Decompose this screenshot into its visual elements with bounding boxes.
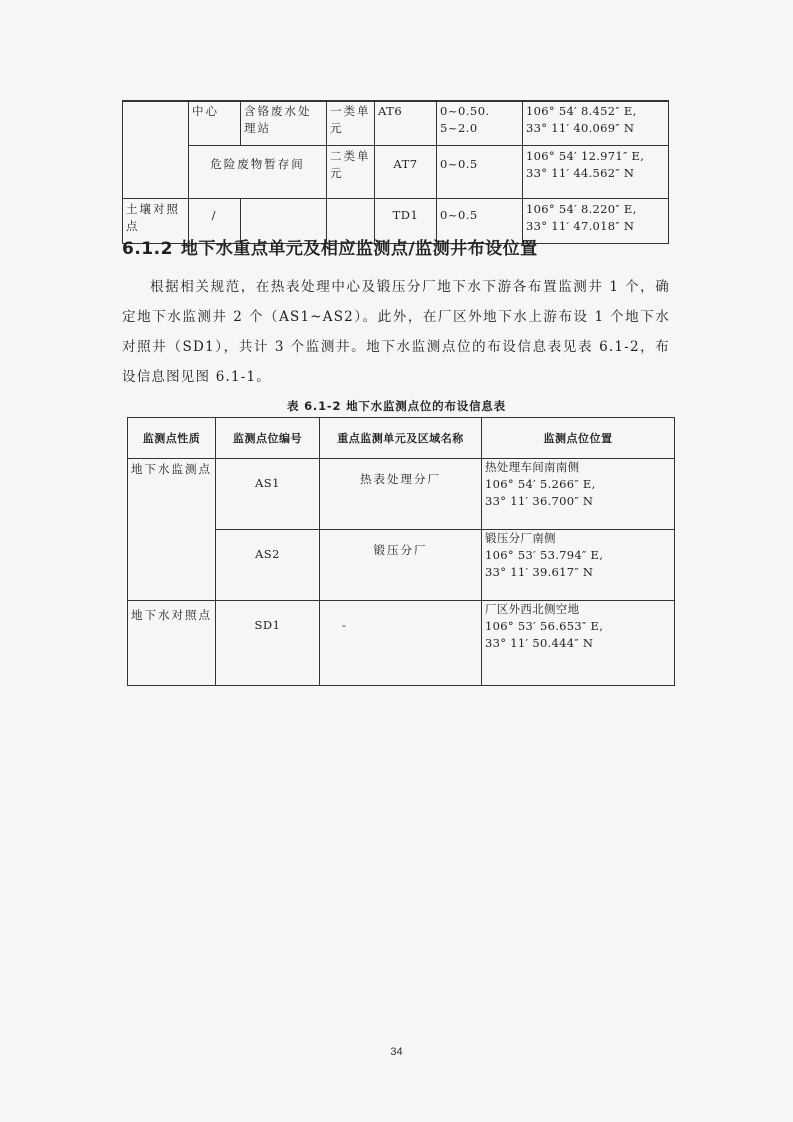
table-cell: 含铬废水处理站 [241,101,327,146]
body-paragraph: 根据相关规范，在热表处理中心及锻压分厂地下水下游各布置监测井 1 个，确定地下水监测井 2 个（AS1~AS2）。此外，在厂区外地下水上游布设 1 个地下水对照井（SD1），共计 3 个监测井。地下水监测点位的布设信息表见表 6.1-2，布设信息图见图 6.1-1。 [122,279,670,385]
table-cell: 厂区外西北侧空地 106° 53′ 56.653″ E, 33° 11′ 50.444″ N [482,601,675,686]
table-cell: 热表处理分厂 [320,459,482,530]
table-row [123,146,669,199]
table-cell: - [320,601,482,686]
table-header-row [128,418,675,459]
table-cell: 锻压分厂南侧 106° 53′ 53.794″ E, 33° 11′ 39.617″ N [482,530,675,601]
table-cell: SD1 [216,601,320,686]
table-cell [123,101,189,199]
column-header: 监测点位位置 [482,418,675,459]
table-cell: 二类单元 [327,146,375,199]
table-cell: 0~0.50. 5~2.0 [437,101,523,146]
section-title: 地下水重点单元及相应监测点/监测井布设位置 [180,239,538,259]
column-header: 监测点位编号 [216,418,320,459]
table-cell: 地下水监测点 [128,459,216,601]
table-cell: 热处理车间南南侧 106° 54′ 5.266″ E, 33° 11′ 36.700″ N [482,459,675,530]
table-cell: 锻压分厂 [320,530,482,601]
table-cell: TD1 [375,199,437,244]
section-number: 6.1.2 [122,239,173,259]
table-cell: AT6 [375,101,437,146]
column-header: 重点监测单元及区域名称 [320,418,482,459]
column-header: 监测点性质 [128,418,216,459]
table-cell: 中心 [189,101,241,146]
table-row [128,459,675,530]
table-row [123,101,669,146]
table-cell: 106° 54′ 8.220″ E, 33° 11′ 47.018″ N [523,199,669,244]
table-caption: 表 6.1-2 地下水监测点位的布设信息表 [287,399,506,413]
table-cell: 土壤对照点 [123,199,189,244]
table-cell: 一类单元 [327,101,375,146]
table-cell: 106° 54′ 8.452″ E, 33° 11′ 40.069″ N [523,101,669,146]
section-heading [122,234,538,259]
table-cell: AS2 [216,530,320,601]
table-cell: AS1 [216,459,320,530]
page-number: 34 [390,1046,403,1058]
table-row [128,601,675,686]
groundwater-monitoring-table [127,417,675,686]
table-cell: / [189,199,241,244]
table-cell: 地下水对照点 [128,601,216,686]
table-cell: 106° 54′ 12.971″ E, 33° 11′ 44.562″ N [523,146,669,199]
table-cell: 0~0.5 [437,199,523,244]
table-cell: 危险废物暂存间 [189,146,327,199]
soil-monitoring-table-continued [122,100,669,244]
table-cell: 0~0.5 [437,146,523,199]
table-cell: AT7 [375,146,437,199]
